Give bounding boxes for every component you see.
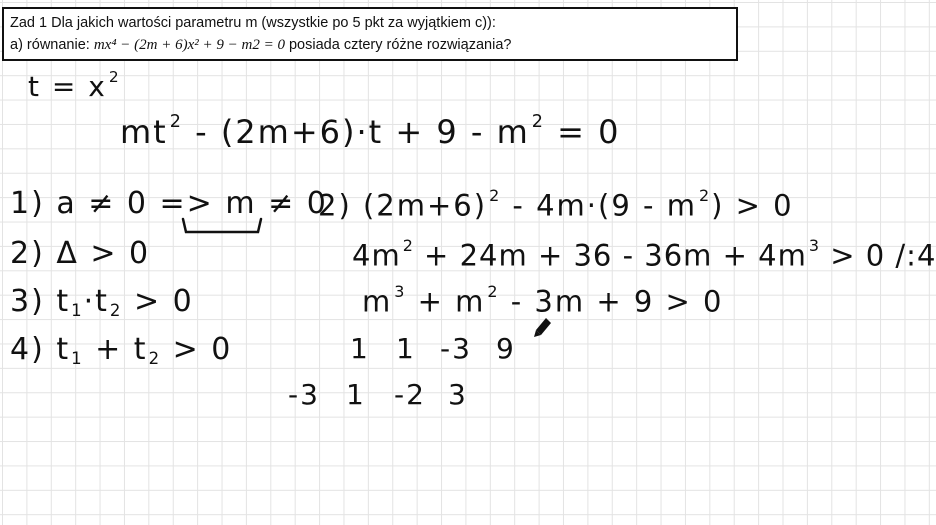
step3-exp-1: 3: [394, 282, 407, 301]
step2-part-2: + 24m + 36 - 36m + 4m: [413, 238, 807, 273]
step1-exp-2: 2: [698, 186, 712, 205]
substitution-lhs: t = x: [28, 69, 107, 103]
step2-part-3: > 0 /:4: [820, 238, 936, 273]
cond3-part-2: ·t: [83, 284, 109, 319]
eq-part-3: = 0: [544, 112, 621, 151]
eq-exp-1: 2: [169, 112, 183, 132]
cond4-sub-1: 1: [71, 348, 84, 368]
task-title: Zad 1 Dla jakich wartości parametru m (wszystkie po 5 pkt za wyjątkiem c)):: [10, 15, 496, 31]
step2-exp-2: 3: [808, 236, 820, 255]
condition-1: 1) a ≠ 0 => m ≠ 0: [10, 186, 328, 221]
step3-part-3: - 3m + 9 > 0: [499, 284, 724, 319]
horner-coeff-3: -3: [440, 332, 472, 365]
task-equation: mx⁴ − (2m + 6)x² + 9 − m2 = 0: [93, 37, 285, 53]
cond4-part-2: + t: [83, 332, 148, 367]
step3-exp-2: 2: [487, 282, 500, 301]
task-question-suffix: posiada cztery różne rozwiązania?: [284, 37, 512, 53]
eq-part-2: - (2m+6)·t + 9 - m: [182, 112, 530, 151]
step1-part-1: 2) (2m+6): [318, 188, 488, 223]
task-question-prefix: a) równanie:: [10, 37, 94, 53]
step1-part-2: - 4m·(9 - m: [501, 188, 697, 223]
step3-part-2: + m: [406, 284, 486, 319]
horner-coeff-1: 1: [350, 332, 370, 365]
cond3-sub-2: 2: [109, 300, 123, 320]
horner-result-1: 1: [346, 378, 366, 411]
cond3-part-3: > 0: [122, 284, 194, 319]
condition-2: 2) Δ > 0: [10, 236, 151, 271]
cond4-part-1: 4) t: [10, 332, 71, 367]
horner-result-3: 3: [448, 378, 468, 411]
horner-result-2: -2: [394, 378, 426, 411]
pen-cursor-icon: [534, 318, 551, 337]
cond4-sub-2: 2: [148, 348, 162, 368]
horner-coeff-2: 1: [396, 332, 416, 365]
step1-exp-1: 2: [489, 186, 502, 205]
step2-part-1: 4m: [352, 238, 401, 273]
eq-exp-2: 2: [531, 112, 545, 132]
horner-coeff-4: 9: [496, 332, 516, 365]
cond3-sub-1: 1: [71, 300, 84, 320]
step2-exp-1: 2: [402, 236, 414, 255]
cond4-part-3: > 0: [161, 332, 233, 367]
eq-part-1: mt: [120, 112, 168, 151]
step3-part-1: m: [362, 284, 393, 319]
step1-part-3: ) > 0: [711, 188, 794, 223]
underline-bracket: [183, 219, 261, 232]
cond3-part-1: 3) t: [10, 284, 71, 319]
horner-root: -3: [288, 378, 320, 411]
substitution-exponent: 2: [108, 68, 121, 86]
